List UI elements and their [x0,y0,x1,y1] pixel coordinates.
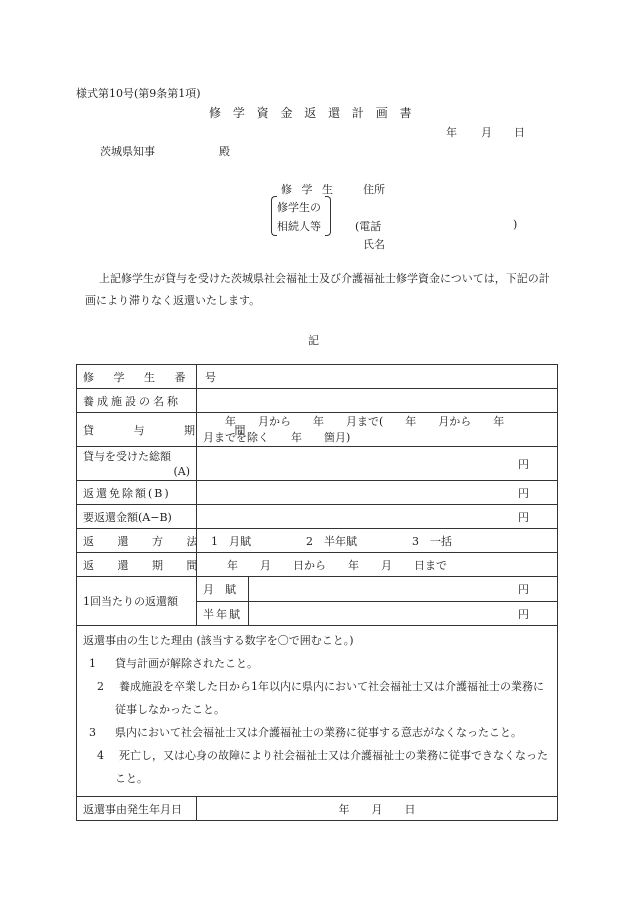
row-required [77,505,558,529]
reason-heading: 返還事由の生じた理由 (該当する数字を〇で囲むこと。) [83,634,354,647]
loan-period-label: 貸 与 期 間 [77,413,197,447]
monthly-label: 月 賦 [197,577,249,602]
reason-item-1[interactable] [83,652,551,675]
facility-name-field[interactable] [197,389,558,413]
exemption-label: 返還免除額(B) [77,481,197,505]
repay-period-field[interactable]: 年 月 日から 年 月 日まで [197,553,558,577]
required-label: 要返還金額(A−B) [77,505,197,529]
yen-unit: 円 [518,486,529,500]
name-label: 氏名 [363,238,385,251]
reason-text: 県内において社会福祉士又は介護福祉士の業務に従事する意志がなくなったこと。 [115,726,522,739]
student-number-field[interactable] [197,365,558,389]
yen-unit: 円 [518,583,529,596]
row-method [77,529,558,553]
total-loan-field[interactable] [197,447,558,481]
row-total-loan [77,447,558,481]
date-year: 年 [446,126,457,139]
method-options[interactable]: 1 月賦 2 半年賦 3 一括 [197,529,558,553]
addressee-suffix: 殿 [219,145,230,158]
heir-label-line2: 相続人等 [277,220,321,233]
reason-item-4[interactable] [83,744,551,790]
reason-number: 4 [97,749,104,762]
phone-label: (電話 [355,220,382,233]
facility-name-label: 養成施設の名称 [77,389,197,413]
phone-close: ) [513,218,518,231]
row-exemption [77,481,558,505]
exemption-field[interactable] [197,481,558,505]
total-loan-label-text: 貸与を受けた総額 [83,449,171,463]
per-payment-label: 1回当たりの返還額 [77,577,197,626]
student-number-label: 修 学 生 番 号 [77,365,197,389]
loan-period-field[interactable] [197,413,558,447]
reason-item-2[interactable] [83,675,551,721]
intro-paragraph: 上記修学生が貸与を受けた茨城県社会福祉士及び介護福祉士修学資金については，下記の計画により滞りなく返還いたします。 [85,272,550,307]
date-month: 月 [481,126,492,139]
row-reasons [77,626,558,797]
reason-text: 貸与計画が解除されたこと。 [115,657,258,670]
addressee-name: 茨城県知事 [100,145,155,158]
yen-unit: 円 [518,457,529,471]
row-occurrence [77,797,558,821]
reason-number: 2 [97,680,104,693]
required-field[interactable] [197,505,558,529]
row-monthly [77,577,558,602]
method-label: 返 還 方 法 [77,529,197,553]
yen-unit: 円 [518,510,529,524]
semiannual-label: 半年賦 [197,602,249,626]
loan-period-line1: 年 月から 年 月まで( 年 月から 年 [225,414,505,428]
occurrence-label: 返還事由発生年月日 [77,797,197,821]
row-repay-period [77,553,558,577]
form-number: 様式第10号(第9条第1項) [76,87,201,100]
loan-period-line2: 月までを除く 年 箇月) [203,430,351,444]
repayment-plan-table [76,364,558,821]
row-student-number [77,365,558,389]
monthly-field[interactable] [249,577,558,602]
reason-number: 1 [89,657,96,670]
occurrence-field[interactable]: 年 月 日 [197,797,558,821]
yen-unit: 円 [518,607,529,621]
total-loan-label-a: (A) [173,464,190,478]
ki-heading: 記 [308,334,319,347]
reason-item-3[interactable] [83,721,551,744]
student-label: 修 学 生 [281,183,336,196]
date-day: 日 [514,126,525,139]
reason-number: 3 [89,726,96,739]
reason-text: 養成施設を卒業した日から1年以内に県内において社会福祉士又は介護福祉士の業務に従事しなかったこと。 [115,680,544,716]
row-facility [77,389,558,413]
repay-period-label: 返 還 期 間 [77,553,197,577]
row-loan-period [77,413,558,447]
document-title: 修 学 資 金 返 還 計 画 書 [209,106,416,120]
address-label: 住所 [363,183,385,196]
total-loan-label [77,447,197,481]
reasons-cell [77,626,558,797]
reason-text: 死亡し，又は心身の故障により社会福祉士又は介護福祉士の業務に従事できなくなったこと。 [115,749,548,785]
semiannual-field[interactable] [249,602,558,626]
heir-bracket-right [325,196,331,236]
heir-label-line1: 修学生の [277,201,321,214]
